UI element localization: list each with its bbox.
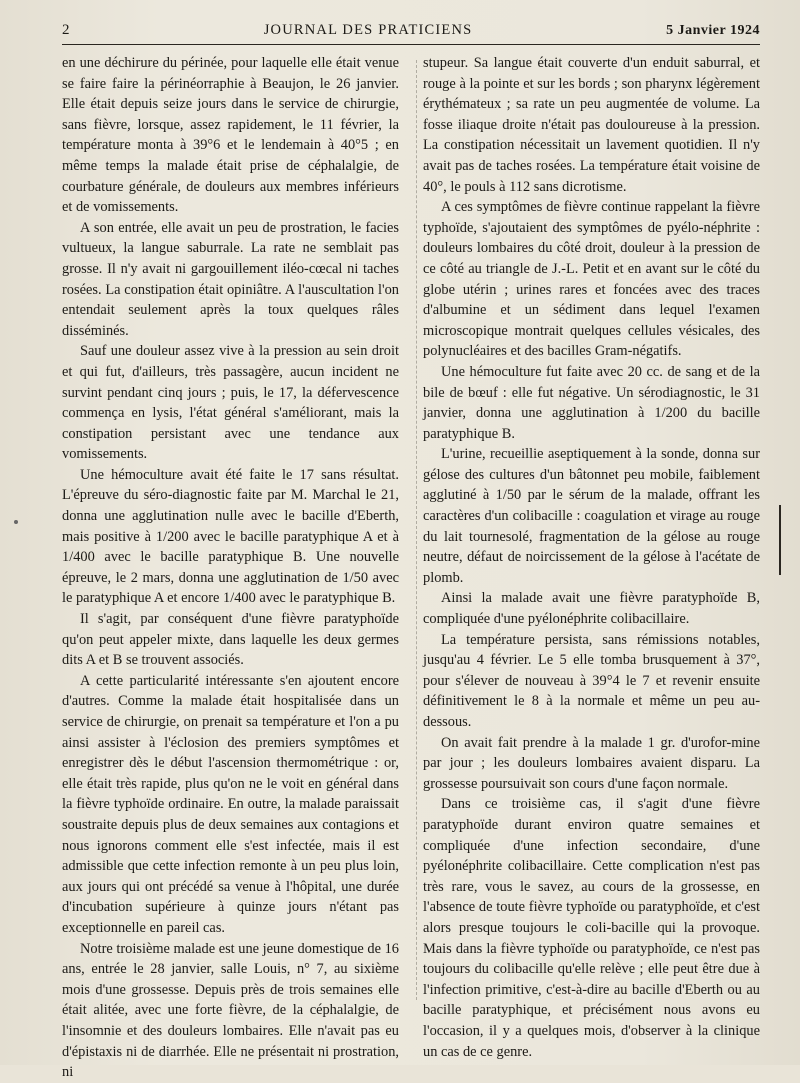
paragraph: A son entrée, elle avait un peu de prostration, le facies vultueux, la langue saburrale. La rate ne semblait pas grosse. Il n'y avait ni gargouillement iléo-cœcal ni taches rosées. La constipation était opiniâtre. A l'auscultation l'on entendait seulement après la toux quelques râles disséminés. bbox=[62, 219, 399, 339]
paragraph: A cette particularité intéressante s'en ajoutent encore d'autres. Comme la malade était hospitalisée dans un service de chirurgie, on prenait sa température et l'on a pu ainsi assister à l'éclosion des premiers symptômes et enregistrer dès le début l'ascension thermométrique : or, elle était très rapide, plus qu'on ne le voit en général dans la fièvre typhoïde ordinaire. En outre, la malade paraissait soustraite depuis plus de deux semaines aux contagions et nous ignorons comment elle s'est infectée, mais il est admissible que cette infection remonte à un peu plus loin, aux jours qui ont précédé sa venue à l'hôpital, une durée d'incubation supérieure à quinze jours n'étant pas exceptionnelle en pareil cas. bbox=[62, 672, 399, 936]
issue-date: 5 Janvier 1924 bbox=[666, 23, 760, 38]
paragraph: Sauf une douleur assez vive à la pression au sein droit et qui fut, d'ailleurs, très passagère, aucun incident ne survint pendant cinq jours ; puis, le 17, la défervescence commença en lysis, l'état général s'améliorant, mais la constipation persistant avec une tendance aux vomissements. bbox=[62, 343, 399, 463]
paragraph: A ces symptômes de fièvre continue rappelant la fièvre typhoïde, s'ajoutaient des symptômes de pyélo-néphrite : douleurs lombaires du côté droit, douleur à la pression de ce côté au triangle de J.-L. Petit et en avant sur le côté du globe utérin ; urines rares et foncées avec des traces d'albumine et un sédiment dans lequel l'examen microscopique montrait quelques cellules vésicales, des polynucléaires et des bacilles Gram-négatifs. bbox=[423, 199, 760, 360]
paragraph: On avait fait prendre à la malade 1 gr. d'urofor-mine par jour ; les douleurs lombaires avaient disparu. La grossesse poursuivait son cours d'une façon normale. bbox=[423, 734, 760, 792]
paragraph: Notre troisième malade est une jeune domestique de 16 ans, entrée le 28 janvier, salle Louis, n° 7, au sixième mois d'une grossesse. Depuis près de trois semaines elle était alitée, avec une forte fièvre, de la céphalalgie, de l'insomnie et des douleurs lombaires. Elle n'avait pas eu d'épistaxis ni de diarrhée. Elle ne présentait ni prostration, ni bbox=[62, 940, 399, 1081]
paragraph: Une hémoculture fut faite avec 20 cc. de sang et de la bile de bœuf : elle fut négative. Un sérodiagnostic, le 31 janvier, donna une agglutination à 1/200 du bacille paratyphique B. bbox=[423, 363, 760, 442]
page-number: 2 bbox=[62, 22, 70, 38]
paragraph: en une déchirure du périnée, pour laquelle elle était venue se faire faire la périnéorraphie à Beaujon, le 26 janvier. Elle était depuis seize jours dans le service de chirurgie, sans fièvre, lorsque, assez rapidement, le 11 février, la température monta à 39°6 et le lendemain à 40°5 ; en même temps la malade était prise de céphalalgie, de courbature générale, de douleurs aux membres inférieurs et de vomissements. bbox=[62, 55, 399, 216]
column-divider bbox=[416, 60, 417, 1000]
text-columns bbox=[62, 53, 760, 1083]
paragraph: La température persista, sans rémissions notables, jusqu'au 4 février. Le 5 elle tomba brusquement à 37°, pour s'élever de nouveau à 39°4 le 7 et revenir ensuite définitivement le 8 à la normale et même un peu au-dessous. bbox=[423, 631, 760, 730]
running-header bbox=[62, 22, 760, 45]
paragraph: stupeur. Sa langue était couverte d'un enduit saburral, et rouge à la pointe et sur les bords ; son pharynx légèrement érythémateux ; sa rate un peu augmentée de volume. La fosse iliaque droite n'était pas douloureuse à la pression. La constipation nécessitait un lavement quotidien. Il n'y avait pas de taches rosées. La température était voisine de 40°, le pouls à 112 sans dicrotisme. bbox=[423, 55, 760, 195]
margin-mark bbox=[779, 505, 781, 575]
journal-title: JOURNAL DES PRATICIENS bbox=[263, 22, 473, 38]
paragraph: Il s'agit, par conséquent d'une fièvre paratyphoïde qu'on peut appeler mixte, dans laquelle les deux germes dits A et B se trouvent associés. bbox=[62, 611, 399, 669]
left-column bbox=[62, 53, 399, 1083]
paragraph: Ainsi la malade avait une fièvre paratyphoïde B, compliquée d'une pyélonéphrite colibacillaire. bbox=[423, 590, 760, 628]
right-column bbox=[423, 53, 760, 1083]
ink-dot bbox=[14, 520, 18, 524]
paragraph: L'urine, recueillie aseptiquement à la sonde, donna sur gélose des cultures d'un bâtonnet peu mobile, faiblement agglutiné à 1/50 par le sérum de la malade, offrant les caractères d'un colibacille : coagulation et virage au rouge du lait tournesolé, fragmentation de la gélose au rouge neutre, défaut de noircissement de la gélose à l'acétate de plomb. bbox=[423, 446, 760, 586]
paragraph: Dans ce troisième cas, il s'agit d'une fièvre paratyphoïde durant environ quatre semaines et compliquée d'une infection secondaire, d'une pyélonéphrite colibacillaire. Cette complication n'est pas très rare, vous le savez, au cours de la grossesse, en l'absence de toute fièvre typhoïde ou paratyphoïde, et c'est alors presque toujours le coli-bacille qui la provoque. Mais dans la fièvre typhoïde ou paratyphoïde, ce n'est pas toujours du colibacille qu'elle relève ; elle peut être due à l'infection primitive, c'est-à-dire au bacille d'Eberth ou au bacille paratyphique, et précisément nous avons eu l'occasion, il y a quelques mois, d'observer à la clinique un cas de ce genre. bbox=[423, 796, 760, 1060]
paragraph: Une hémoculture avait été faite le 17 sans résultat. L'épreuve du séro-diagnostic faite par M. Marchal le 21, donna une agglutination nulle avec le bacille d'Eberth, mais positive à 1/200 avec le bacille paratyphique A et à 1/400 avec le bacille paratyphique B. Une nouvelle épreuve, le 2 mars, donna une agglutination de 1/50 avec le paratyphique A et encore 1/400 avec le paratyphique B. bbox=[62, 466, 399, 607]
